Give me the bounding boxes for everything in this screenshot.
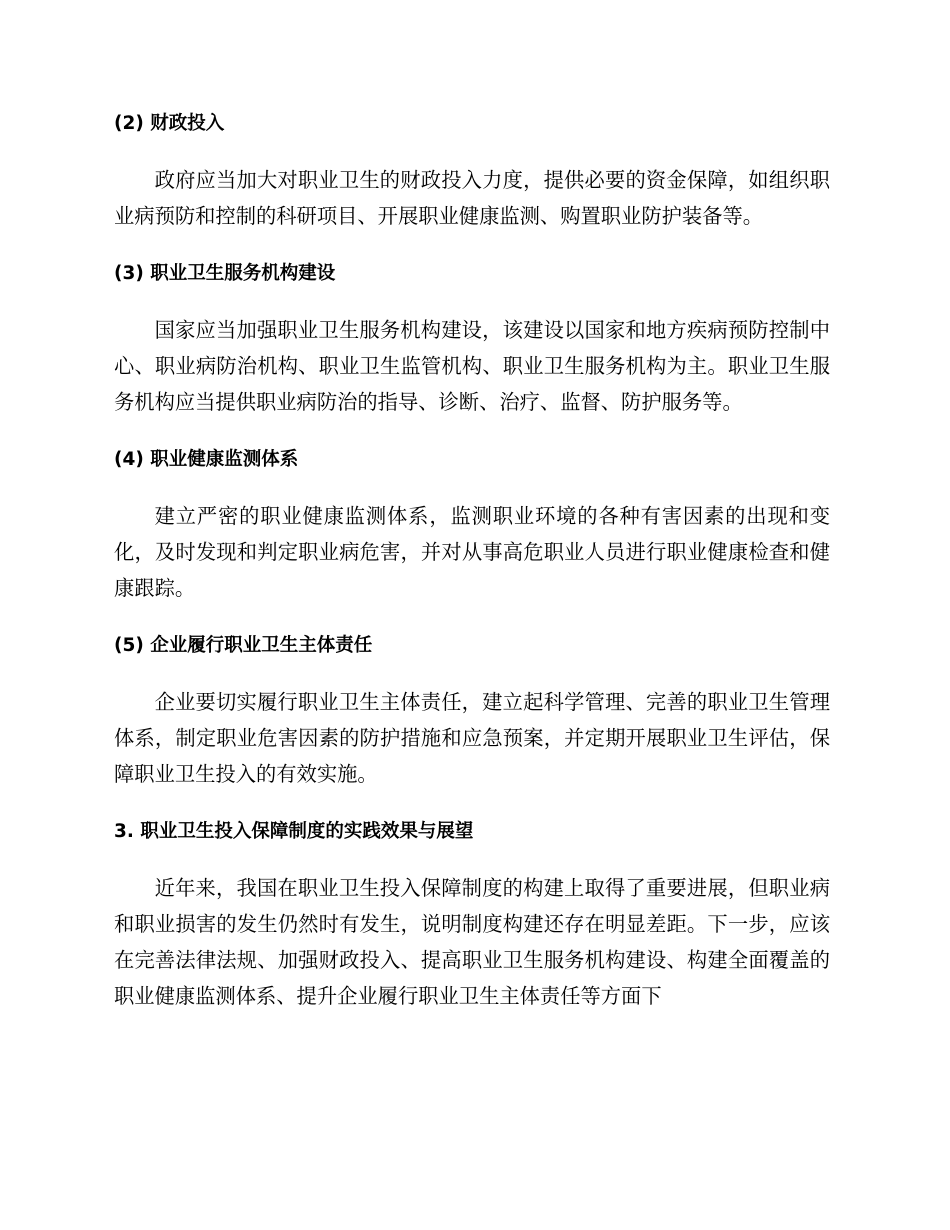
paragraph-health-monitoring: 建立严密的职业健康监测体系，监测职业环境的各种有害因素的出现和变化，及时发现和判定职业病危害，并对从事高危职业人员进行职业健康检查和健康跟踪。 <box>114 504 830 600</box>
paragraph-financial-investment: 政府应当加大对职业卫生的财政投入力度，提供必要的资金保障，如组织职业病预防和控制的科研项目、开展职业健康监测、购置职业防护装备等。 <box>114 168 830 228</box>
section-heading-service-institutions: (3) 职业卫生服务机构建设 <box>114 263 336 284</box>
paragraph-practice-outlook: 近年来，我国在职业卫生投入保障制度的构建上取得了重要进展，但职业病和职业损害的发生仍然时有发生，说明制度构建还存在明显差距。下一步，应该在完善法律法规、加强财政投入、提高职业卫生服务机构建设、构建全面覆盖的职业健康监测体系、提升企业履行职业卫生主体责任等方面下 <box>114 876 830 1008</box>
document-body <box>114 106 830 1014</box>
section-heading-health-monitoring: (4) 职业健康监测体系 <box>114 449 299 470</box>
section-heading-financial-investment: (2) 财政投入 <box>114 113 225 134</box>
paragraph-enterprise-responsibility: 企业要切实履行职业卫生主体责任，建立起科学管理、完善的职业卫生管理体系，制定职业危害因素的防护措施和应急预案，并定期开展职业卫生评估，保障职业卫生投入的有效实施。 <box>114 690 830 786</box>
section-heading-enterprise-responsibility: (5) 企业履行职业卫生主体责任 <box>114 635 373 656</box>
paragraph-service-institutions: 国家应当加强职业卫生服务机构建设，该建设以国家和地方疾病预防控制中心、职业病防治机构、职业卫生监管机构、职业卫生服务机构为主。职业卫生服务机构应当提供职业病防治的指导、诊断、治疗、监督、防护服务等。 <box>114 318 830 414</box>
section-heading-practice-outlook: 3. 职业卫生投入保障制度的实践效果与展望 <box>114 821 474 842</box>
